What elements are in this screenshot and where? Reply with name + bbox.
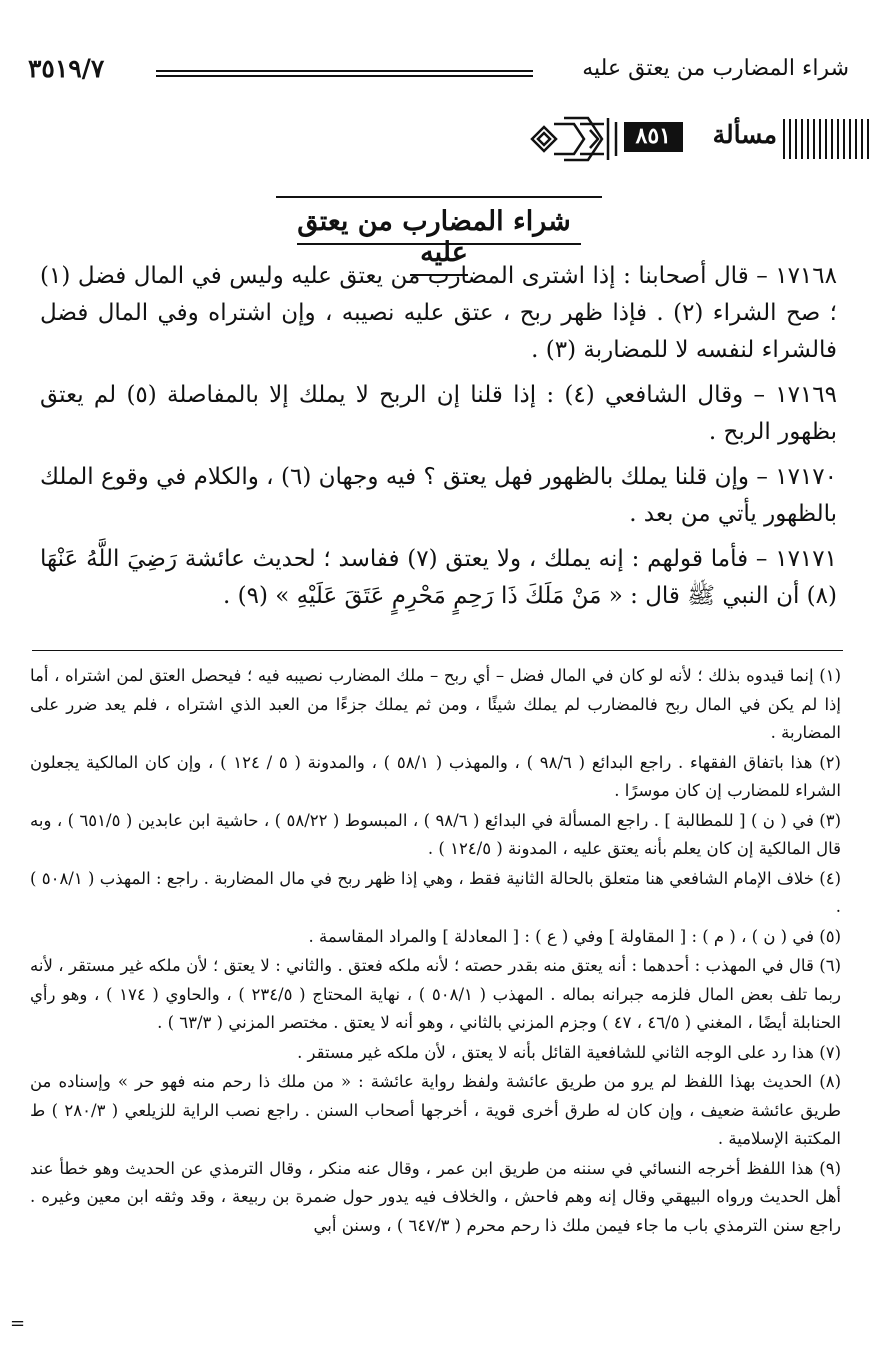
page-reference: ٣٥١٩/٧: [28, 54, 105, 83]
footnote: (٤) خلاف الإمام الشافعي هنا متعلق بالحالة الثانية فقط ، وهي إذا ظهر ربح في مال المضاربة . راجع : المهذب ( ٥٠٨/١ ) .: [30, 868, 841, 916]
footnote: (٥) في ( ن ) ، ( م ) : [ المقاولة ] وفي ( ع ) : [ المعادلة ] والمراد المقاسمة .: [308, 926, 841, 946]
footnotes: [30, 662, 841, 1241]
continuation-mark: =: [10, 1313, 26, 1334]
header-rule: [156, 70, 533, 77]
footnote: (٦) قال في المهذب : أحدهما : أنه يعتق منه بقدر حصته ؛ لأنه ملكه فعتق . والثاني : لا يعتق ؛ لأن ملكه غير مستقر ، لأنه ربما تلف بعض المال فلزمه جبرانه بماله . المهذب ( ٥٠٨/١ ) ، نهاية المحتاج ( ٢٣٤/٥ ) ، والحاوي ( ١٧٤ ) ، وهو رأي الحنابلة أيضًا ، المغني ( ٤٦/٥ ، ٤٧ ) وجزم المزني بالثاني ، وهو أنه لا يعتق . مختصر المزني ( ٦٣/٣ ) .: [30, 956, 841, 1032]
running-header: [28, 52, 849, 92]
footnote: (٢) هذا باتفاق الفقهاء . راجع البدائع ( ٩٨/٦ ) ، والمهذب ( ٥٨/١ ) ، والمدونة ( ٥ / ١٢٤ ) ، وإن كان المالكية يجعلون الشراء للمضارب إن كان موسرًا .: [30, 752, 841, 800]
running-title: شراء المضارب من يعتق عليه: [582, 56, 849, 81]
footnote: (٧) هذا رد على الوجه الثاني للشافعية القائل بأنه لا يعتق ، لأن ملكه غير مستقر .: [297, 1042, 841, 1062]
stripe-ornament: [783, 119, 871, 159]
paragraph: ١٧١٧٠ – وإن قلنا يملك بالظهور فهل يعتق ؟ فيه وجهان (٦) ، والكلام في وقوع الملك بالظهور يأتي من بعد .: [40, 464, 838, 527]
knot-ornament-icon: [528, 114, 628, 164]
chapter-title-text: شراء المضارب من يعتق عليه: [297, 206, 581, 276]
masala-band: [528, 114, 871, 164]
masala-number: ٨٥١: [624, 122, 683, 152]
footnote: (٣) في ( ن ) [ للمطالبة ] . راجع المسألة في البدائع ( ٩٨/٦ ) ، المبسوط ( ٥٨/٢٢ ) ، حاشية ابن عابدين ( ٦٥١/٥ ) ، وبه قال المالكية إن كان يعلم بأنه يعتق عليه ، المدونة ( ١٢٤/٥ ) .: [30, 810, 842, 858]
footnote: (٨) الحديث بهذا اللفظ لم يرو من طريق عائشة ولفظ رواية عائشة : « من ملك ذا رحم منه فهو حر » وإسناده من طريق عائشة ضعيف ، وإن كان له طرق أخرى قوية ، أخرجها أصحاب السنن . راجع نصب الراية للزيلعي ( ٢٨٠/٣ ) ط المكتبة الإسلامية .: [30, 1072, 841, 1148]
footnote-separator: [32, 650, 843, 651]
main-text: [40, 258, 837, 623]
masala-label: مسألة: [712, 120, 777, 149]
footnote: (٩) هذا اللفظ أخرجه النسائي في سننه من طريق ابن عمر ، وقال عنه منكر ، وقال الترمذي عن الحديث وهو خطأ عند أهل الحديث ورواه البيهقي وقال إنه وهم فاحش ، والخلاف فيه يدور حول ضمرة بن ربيعة ، وقد وثقه ابن معين وغيره . راجع سنن الترمذي باب ما جاء فيمن ملك ذا رحم محرم ( ٦٤٧/٣ ) ، وسنن أبي: [30, 1158, 841, 1235]
footnote: (١) إنما قيدوه بذلك ؛ لأنه لو كان في المال فضل – أي ربح – ملك المضارب نصيبه فيه ؛ فيحصل العتق لمن اشتراه ، أما إذا لم يكن في المال ربح فالمضارب لم يملك شيئًا ، ومن ثم يملك جزءًا من العبد الذي اشتراه ، فلم يعد ضرر على المضاربة .: [30, 666, 841, 742]
paragraph: ١٧١٦٨ – قال أصحابنا : إذا اشترى المضارب من يعتق عليه وليس في المال فضل (١) ؛ صح الشراء (٢) . فإذا ظهر ربح ، عتق عليه نصيبه ، وإن اشتراه وفي المال فضل فالشراء لنفسه لا للمضاربة (٣) .: [40, 263, 837, 363]
paragraph: ١٧١٦٩ – وقال الشافعي (٤) : إذا قلنا إن الربح لا يملك إلا بالمفاصلة (٥) لم يعتق بظهور الربح .: [40, 382, 838, 445]
paragraph: ١٧١٧١ – فأما قولهم : إنه يملك ، ولا يعتق (٧) ففاسد ؛ لحديث عائشة رَضِيَ اللَّهُ عَنْهَا (٨) أن النبي ﷺ قال : « مَنْ مَلَكَ ذَا رَحِمٍ مَحْرِمٍ عَتَقَ عَلَيْهِ » (٩) .: [40, 546, 837, 609]
